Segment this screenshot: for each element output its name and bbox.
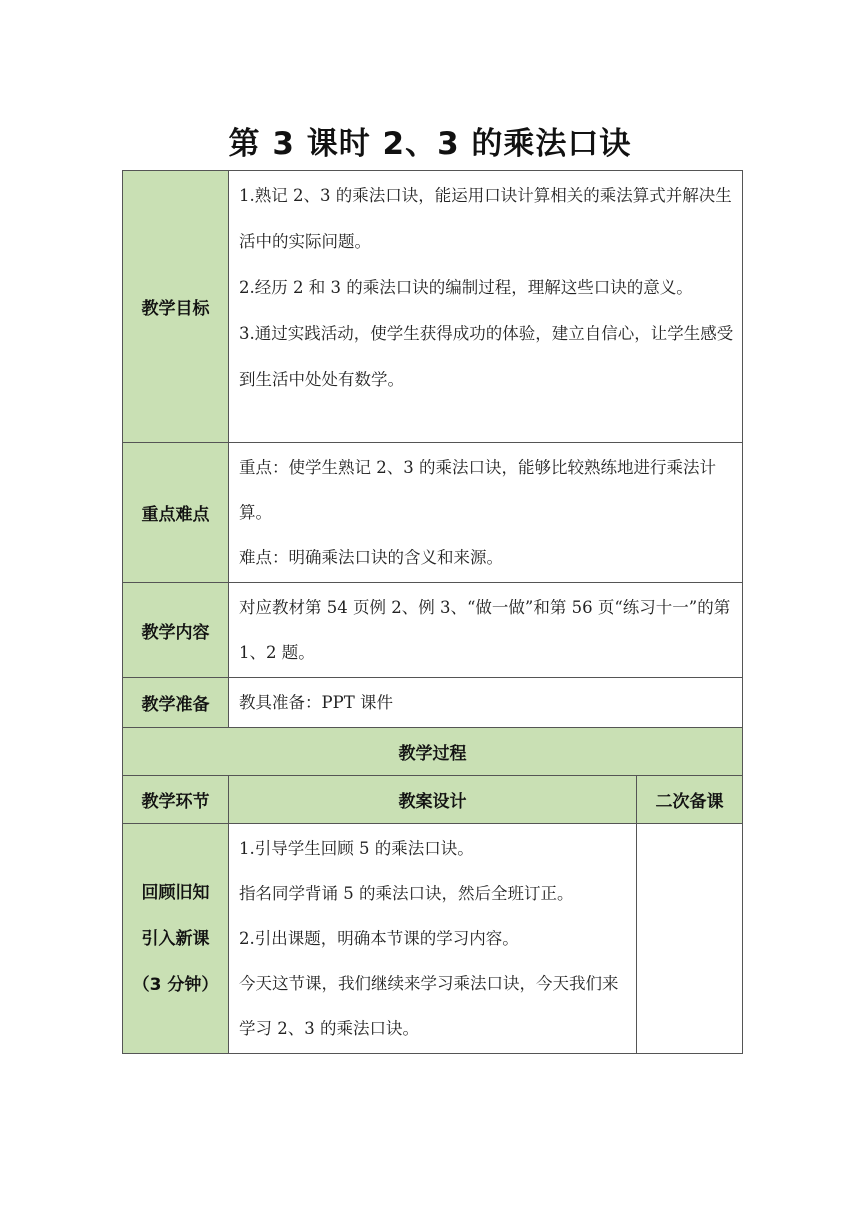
key-point-item: 重点：使学生熟记 2、3 的乘法口诀，能够比较熟练地进行乘法计算。 [239,458,716,522]
stage-item: 指名同学背诵 5 的乘法口诀，然后全班订正。 [239,884,574,903]
key-points-row [123,443,743,583]
objective-item: 1.熟记 2、3 的乘法口诀，能运用口诀计算相关的乘法算式并解决生活中的实际问题。 [239,186,732,251]
stage-row [123,824,743,1054]
preparation-item: 教具准备：PPT 课件 [239,692,393,712]
key-points-label: 重点难点 [123,443,229,583]
content-text [229,583,743,678]
page-title: 第 3 课时 2、3 的乘法口诀 [228,126,632,162]
column-header-notes: 二次备课 [637,776,743,824]
stage-item: 2.引出课题，明确本节课的学习内容。 [239,929,519,948]
process-heading: 教学过程 [123,728,743,776]
stage-label [123,824,229,1054]
objective-item: 3.通过实践活动，使学生获得成功的体验，建立自信心，让学生感受到生活中处处有数学。 [239,324,734,389]
process-columns-row [123,776,743,824]
objectives-content [229,171,743,443]
lesson-plan-table [122,170,743,1054]
content-item: 对应教材第 54 页例 2、例 3、“做一做”和第 56 页“练习十一”的第 1、2 题。 [239,598,731,662]
stage-item: 今天这节课，我们继续来学习乘法口诀，今天我们来学习 2、3 的乘法口诀。 [239,974,619,1038]
process-heading-row [123,728,743,776]
objectives-row [123,171,743,443]
key-point-item: 难点：明确乘法口诀的含义和来源。 [239,548,503,567]
column-header-stage: 教学环节 [123,776,229,824]
content-row [123,583,743,678]
stage-label-line: 引入新课 [141,928,210,949]
column-header-design: 教案设计 [229,776,637,824]
preparation-label: 教学准备 [123,678,229,728]
key-points-content [229,443,743,583]
objective-item: 2.经历 2 和 3 的乘法口诀的编制过程，理解这些口诀的意义。 [239,278,693,297]
objectives-label: 教学目标 [123,171,229,443]
stage-item: 1.引导学生回顾 5 的乘法口诀。 [239,839,474,858]
stage-label-line: （3 分钟） [132,974,219,995]
preparation-text [229,678,743,728]
content-label: 教学内容 [123,583,229,678]
stage-design [229,824,637,1054]
preparation-row [123,678,743,728]
stage-notes [637,824,743,1054]
stage-label-line: 回顾旧知 [141,882,210,903]
